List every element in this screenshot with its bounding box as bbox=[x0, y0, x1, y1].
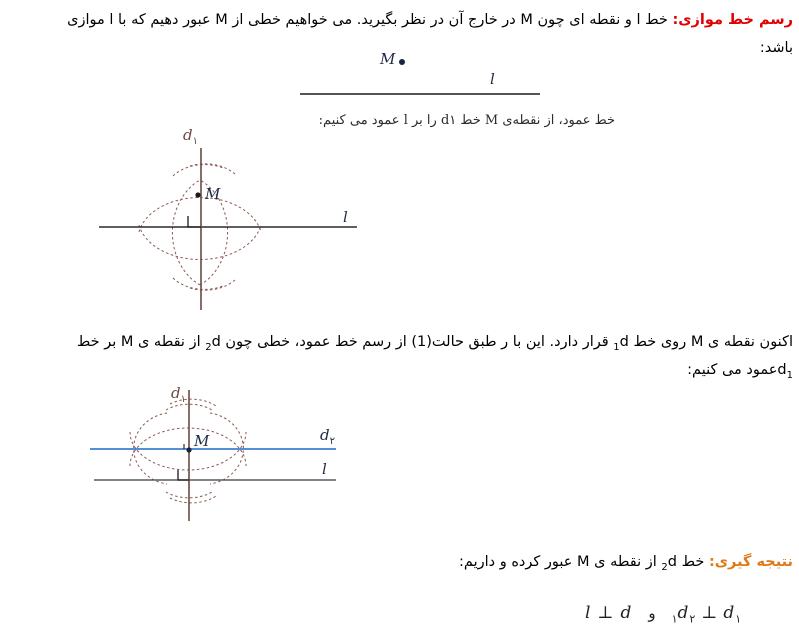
figure2-label-M: M bbox=[205, 185, 221, 203]
middle-paragraph-line2 bbox=[3, 356, 793, 390]
middle-sub-1: 1 bbox=[613, 341, 620, 353]
point-M-dot bbox=[195, 192, 200, 197]
figure-line-and-point bbox=[290, 52, 550, 100]
formula-right-sub: ٢ bbox=[689, 612, 696, 626]
figure2-label-l: l bbox=[343, 208, 348, 226]
conclusion-heading: نتیجه گیری: bbox=[708, 554, 793, 570]
formula-conjunction: و bbox=[648, 604, 656, 622]
arc-upper-wide bbox=[130, 428, 246, 466]
figure3-label-d1: $d_١$ bbox=[171, 384, 186, 405]
figure3-label-l: l bbox=[322, 460, 327, 478]
figure-perpendicular-construction bbox=[95, 126, 385, 315]
figure3-label-M: M bbox=[194, 432, 210, 450]
figure1-label-l: l bbox=[490, 70, 495, 88]
formula-left-perp-icon: ⊥ bbox=[597, 603, 615, 623]
intro-paragraph bbox=[3, 6, 793, 34]
middle-text-b: قرار دارد. این با ر طبق حالت(1) از رسم خط عمود، خطی چون d bbox=[211, 334, 614, 350]
intro-heading: رسم خط موازی: bbox=[672, 12, 793, 28]
intro-body-line2: باشد: bbox=[759, 40, 793, 56]
arc-bottom-tick-b bbox=[170, 496, 216, 503]
figure1-svg bbox=[290, 52, 550, 100]
figure1-label-M: M bbox=[380, 50, 396, 68]
figure3-label-d2: $d_٢$ bbox=[320, 426, 335, 447]
middle-sub-2: 2 bbox=[205, 341, 212, 353]
formula-left-d: d bbox=[620, 603, 633, 623]
figure2-caption: خط عمود، از نقطه‌ی M خط d۱ را بر l عمود می کنیم: bbox=[318, 113, 615, 128]
formula-left-l: l bbox=[585, 603, 592, 623]
conclusion-body-b: از نقطه ی M عبور کرده و داریم: bbox=[459, 554, 662, 570]
conclusion-body-a: خط d bbox=[667, 554, 709, 570]
figure3-svg bbox=[88, 388, 368, 523]
arc-top-left-tick bbox=[173, 165, 223, 176]
arc-lower-wide bbox=[139, 225, 261, 259]
formula-right-d2: d bbox=[723, 603, 736, 623]
formula-right-sub2: ١ bbox=[735, 612, 742, 626]
point-M-dot bbox=[186, 447, 191, 452]
middle-text-a: اکنون نقطه ی M روی خط d bbox=[619, 334, 793, 350]
formula-right-perp-icon: ⊥ bbox=[701, 603, 718, 623]
point-M-dot bbox=[399, 59, 405, 65]
figure2-label-d1: $d_١$ bbox=[183, 126, 198, 147]
figure-parallel-construction bbox=[88, 384, 368, 523]
right-angle-marker bbox=[178, 470, 189, 480]
middle-line2-d: $d_1$ bbox=[777, 362, 793, 381]
middle-text-c: از نقطه ی M بر خط bbox=[76, 334, 206, 350]
formula-right-d: d bbox=[677, 603, 690, 623]
figure2-svg bbox=[95, 130, 385, 315]
intro-body-line1: خط l و نقطه ای چون M در خارج آن در نظر بگیرید. می خواهیم خطی از M عبور دهیم که با l موازی bbox=[67, 12, 673, 28]
conclusion-paragraph bbox=[3, 548, 793, 582]
formula-left-sub: ١ bbox=[671, 612, 678, 626]
conclusion-sub: 2 bbox=[661, 561, 668, 573]
middle-line2-text: عمود می کنیم: bbox=[687, 362, 778, 378]
right-angle-marker bbox=[188, 216, 201, 227]
final-formula bbox=[585, 603, 741, 625]
